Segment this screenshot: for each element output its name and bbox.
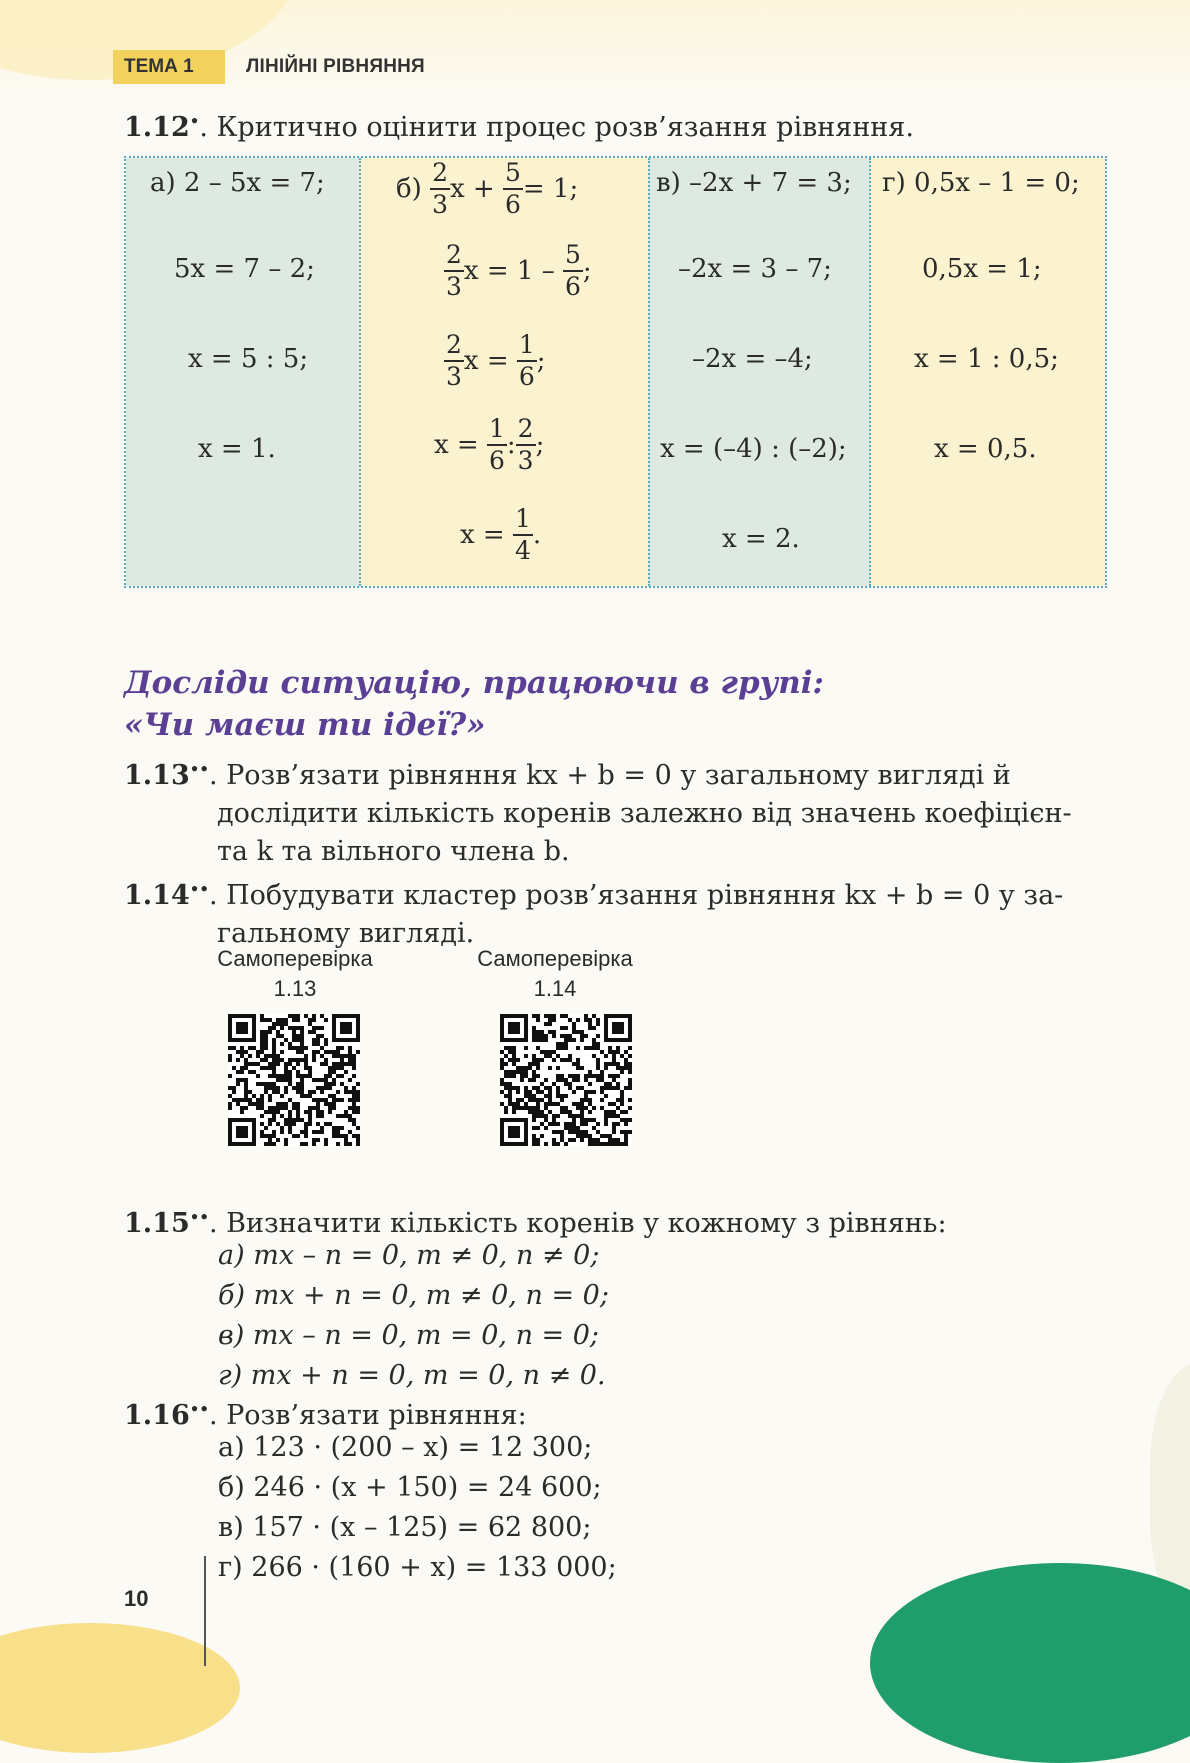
- page-number: 10: [124, 1586, 149, 1611]
- denominator: 6: [488, 446, 505, 475]
- equation: 0,5x – 1 = 0;: [914, 168, 1080, 198]
- solution-a-line-1: [150, 168, 325, 198]
- fraction: [516, 414, 536, 476]
- page-number-divider: [204, 1556, 206, 1666]
- column-divider: [869, 158, 871, 586]
- solution-a-line-2: 5x = 7 – 2;: [174, 254, 315, 284]
- problem-1-13: [124, 750, 1084, 871]
- qr-caption-title: Самоперевірка: [217, 946, 373, 971]
- equation: 2 – 5x = 7;: [183, 168, 325, 198]
- problem-number: 1.14: [124, 880, 190, 911]
- solution-g-line-4: x = 0,5.: [934, 434, 1037, 464]
- heading-line: «Чи маєш ти ідеї?»: [124, 707, 486, 743]
- list-item: б) 246 · (x + 150) = 24 600;: [218, 1472, 602, 1503]
- problem-number: 1.12: [124, 112, 190, 143]
- problem-text: . Критично оцінити процес розв’язання рівняння.: [199, 112, 914, 143]
- problem-text: та k та вільного члена b.: [217, 836, 570, 867]
- denominator: 3: [517, 446, 534, 475]
- equation-part: x +: [449, 174, 495, 204]
- solution-g-line-1: [882, 168, 1080, 198]
- denominator: 3: [432, 190, 448, 219]
- solution-b-line-2: [444, 240, 592, 302]
- fraction: [513, 504, 533, 566]
- solution-a-line-3: x = 5 : 5;: [188, 344, 309, 374]
- solution-b-line-5: [460, 504, 541, 566]
- list-item: б) mx + n = 0, m ≠ 0, n = 0;: [218, 1280, 609, 1311]
- problem-number: 1.15: [124, 1208, 190, 1239]
- qr-caption: [460, 944, 650, 1004]
- numerator: 2: [517, 414, 534, 443]
- solution-g-line-2: 0,5x = 1;: [922, 254, 1042, 284]
- fraction: [444, 330, 464, 392]
- numerator: 5: [504, 158, 521, 187]
- numerator: 2: [432, 158, 448, 187]
- problem-text: дослідити кількість коренів залежно від значень коефіцієн-: [217, 798, 1072, 829]
- solution-b-line-4: [434, 414, 544, 476]
- list-item: г) 266 · (160 + x) = 133 000;: [218, 1552, 617, 1583]
- item-label: б): [396, 174, 422, 204]
- topic-title: ЛІНІЙНІ РІВНЯННЯ: [246, 56, 425, 77]
- equation-part: x =: [434, 430, 479, 460]
- column-divider: [648, 158, 650, 586]
- problem-1-15-items: [218, 1236, 609, 1396]
- numerator: 1: [518, 330, 535, 359]
- denominator: 6: [504, 190, 521, 219]
- qr-code-1-13[interactable]: [228, 1014, 360, 1146]
- item-label: г): [882, 168, 906, 198]
- equation-part: :: [506, 430, 516, 460]
- solution-a-line-4: x = 1.: [198, 434, 276, 464]
- numerator: 5: [564, 240, 581, 269]
- equation-part: .: [532, 520, 542, 550]
- problem-text: . Побудувати кластер розв’язання рівняння kx + b = 0 у за-: [208, 880, 1064, 911]
- list-item: а) mx – n = 0, m ≠ 0, n ≠ 0;: [218, 1240, 600, 1271]
- difficulty-mark: ••: [189, 880, 209, 898]
- topic-number: ТЕМА 1: [124, 56, 194, 77]
- qr-caption-number: 1.13: [273, 976, 317, 1001]
- equation-part: x =: [460, 520, 505, 550]
- denominator: 4: [514, 536, 531, 565]
- denominator: 3: [446, 362, 462, 391]
- fraction: [430, 158, 450, 220]
- item-label: в): [656, 168, 681, 198]
- solution-v-line-4: x = (–4) : (–2);: [660, 434, 847, 464]
- solution-v-line-1: [656, 168, 852, 198]
- qr-code-1-14[interactable]: [500, 1014, 632, 1146]
- list-item: г) mx + n = 0, m = 0, n ≠ 0.: [218, 1360, 606, 1391]
- fraction: [487, 414, 507, 476]
- equation-part: = 1;: [522, 174, 579, 204]
- denominator: 6: [518, 362, 535, 391]
- equation-part: ;: [535, 430, 545, 460]
- solution-v-line-3: –2x = –4;: [692, 344, 813, 374]
- heading-line: Досліди ситуацію, працюючи в групі:: [124, 665, 824, 701]
- denominator: 6: [564, 272, 581, 301]
- solution-g-line-3: x = 1 : 0,5;: [914, 344, 1059, 374]
- numerator: 1: [488, 414, 505, 443]
- fraction: [444, 240, 464, 302]
- list-item: в) mx – n = 0, m = 0, n = 0;: [218, 1320, 600, 1351]
- qr-caption-title: Самоперевірка: [477, 946, 633, 971]
- item-label: а): [150, 168, 176, 198]
- equation-part: x =: [463, 346, 509, 376]
- equation-part: x = 1 –: [463, 256, 555, 286]
- list-item: в) 157 · (x – 125) = 62 800;: [218, 1512, 592, 1543]
- difficulty-mark: ••: [189, 1208, 209, 1226]
- solution-b-line-3: [444, 330, 546, 392]
- list-item: а) 123 · (200 – x) = 12 300;: [218, 1432, 593, 1463]
- solution-b-line-1: [396, 158, 578, 220]
- problem-1-14: [124, 870, 1084, 953]
- solutions-table: [124, 156, 1107, 588]
- difficulty-mark: ••: [189, 1400, 209, 1418]
- column-divider: [359, 158, 361, 586]
- problem-text: гальному вигляді.: [217, 918, 475, 949]
- denominator: 3: [446, 272, 462, 301]
- problem-text: . Розв’язати рівняння:: [208, 1400, 527, 1431]
- section-heading: [124, 662, 824, 746]
- solution-v-line-2: –2x = 3 – 7;: [678, 254, 832, 284]
- problem-1-12: [124, 102, 914, 147]
- problem-number: 1.13: [124, 760, 190, 791]
- problem-text: . Розв’язати рівняння kx + b = 0 у загальному вигляді й: [208, 760, 1011, 791]
- numerator: 2: [446, 240, 462, 269]
- difficulty-mark: •: [189, 112, 200, 130]
- numerator: 1: [514, 504, 531, 533]
- decor-bottom-right-shape: [870, 1563, 1190, 1763]
- numerator: 2: [446, 330, 462, 359]
- solution-v-line-5: x = 2.: [722, 524, 800, 554]
- qr-caption: [200, 944, 390, 1004]
- fraction: [517, 330, 537, 392]
- qr-caption-number: 1.14: [533, 976, 577, 1001]
- fraction: [503, 158, 523, 220]
- difficulty-mark: ••: [189, 760, 209, 778]
- problem-text: . Визначити кількість коренів у кожному з рівнянь:: [208, 1208, 947, 1239]
- problem-1-16-items: [218, 1428, 617, 1588]
- fraction: [563, 240, 583, 302]
- equation: –2x + 7 = 3;: [689, 168, 852, 198]
- equation-part: ;: [536, 346, 546, 376]
- equation-part: ;: [582, 256, 592, 286]
- problem-number: 1.16: [124, 1400, 190, 1431]
